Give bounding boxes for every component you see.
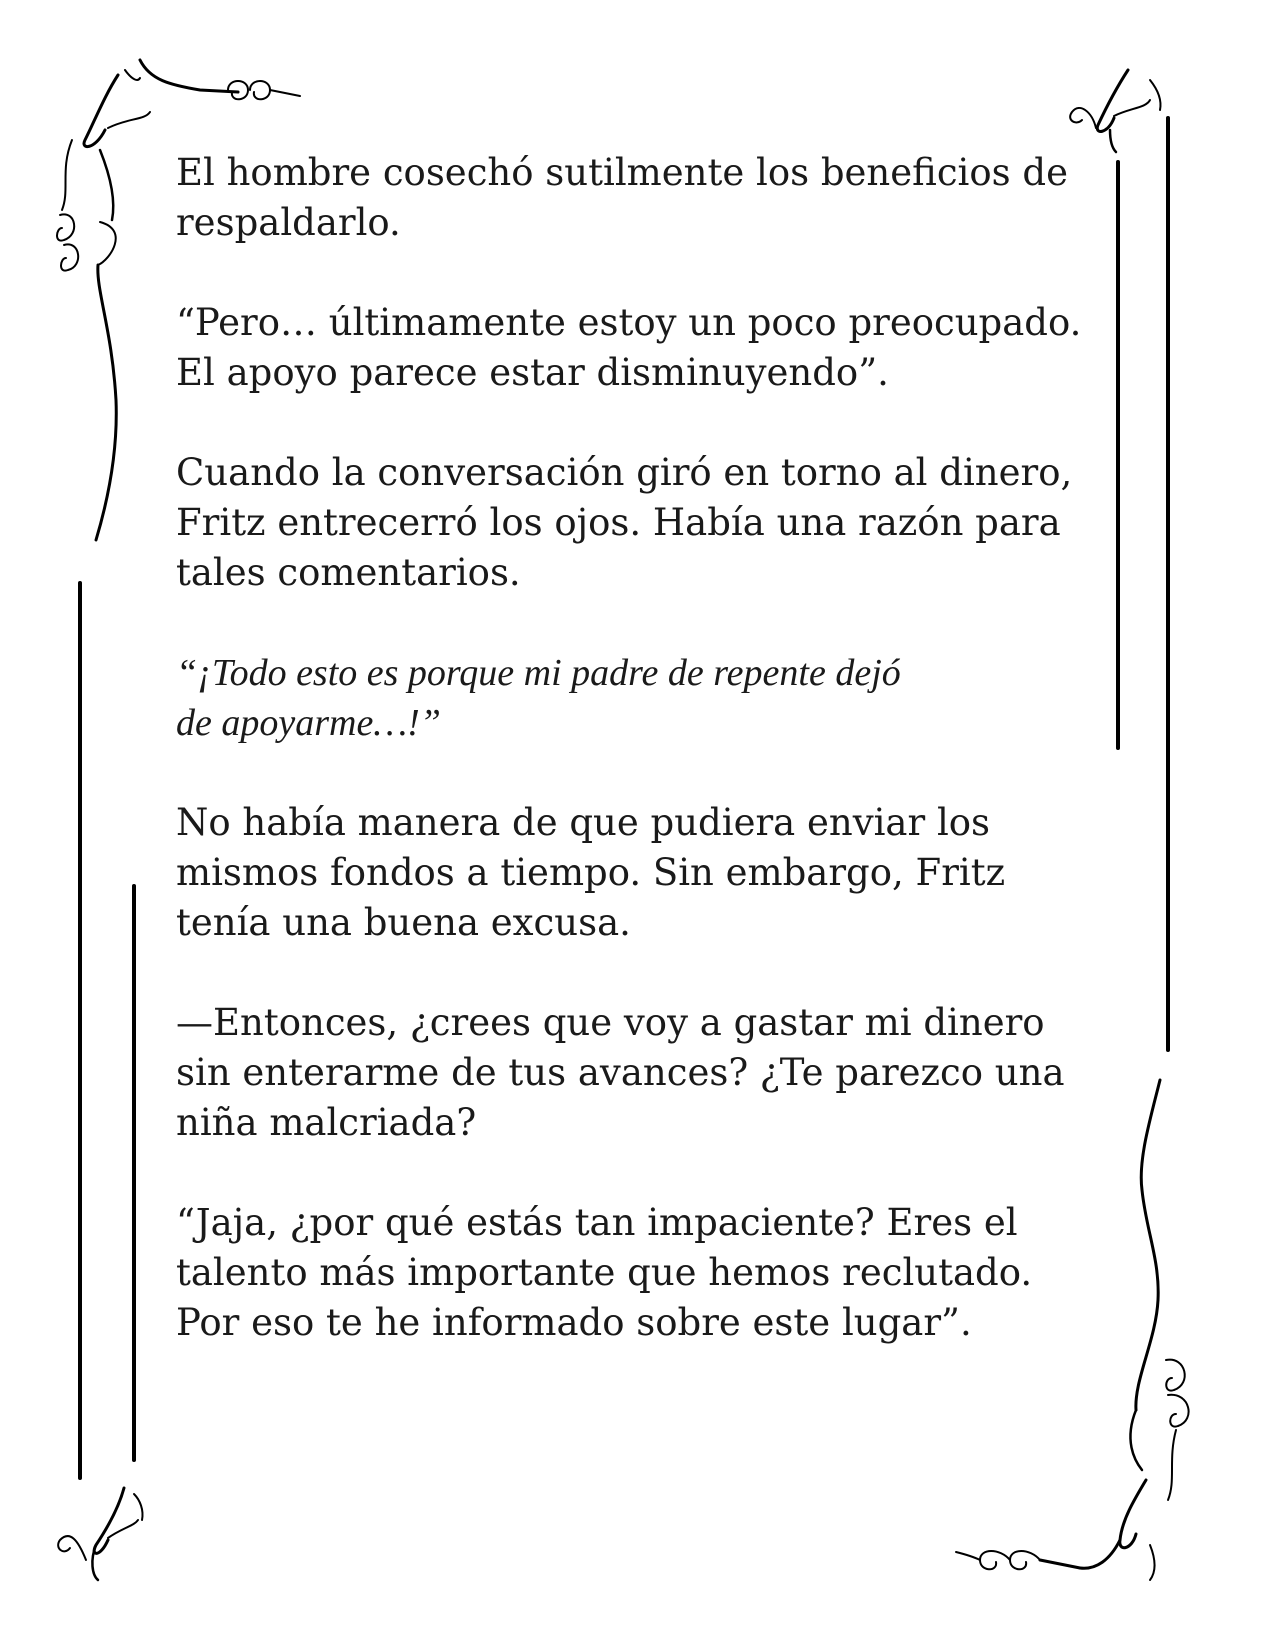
paragraph-2: “Pero… últimamente estoy un poco preocupado. El apoyo parece estar disminuyendo”. [176, 301, 1082, 394]
paragraph-5: No había manera de que pudiera enviar los mismos fondos a tiempo. Sin embargo, Fritz tenía una buena excusa. [176, 801, 1006, 944]
bottom-left-flourish-icon [58, 1488, 142, 1580]
top-right-flourish-icon [1070, 70, 1160, 152]
paragraph-3: Cuando la conversación giró en torno al dinero, Fritz entrecerró los ojos. Había una razón para tales comentarios. [176, 451, 1073, 594]
paragraph-6: —Entonces, ¿crees que voy a gastar mi dinero sin enterarme de tus avances? ¿Te parezco una niña malcriada? [176, 1001, 1065, 1144]
paragraph-7: “Jaja, ¿por qué estás tan impaciente? Eres el talento más importante que hemos reclutado. Por eso te he informado sobre este lugar”. [176, 1201, 1033, 1344]
paragraph-4-thought: “¡Todo esto es porque mi padre de repente dejó de apoyarme…!” [176, 652, 901, 744]
story-text [176, 148, 1116, 1398]
paragraph-1: El hombre cosechó sutilmente los beneficios de respaldarlo. [176, 151, 1068, 244]
